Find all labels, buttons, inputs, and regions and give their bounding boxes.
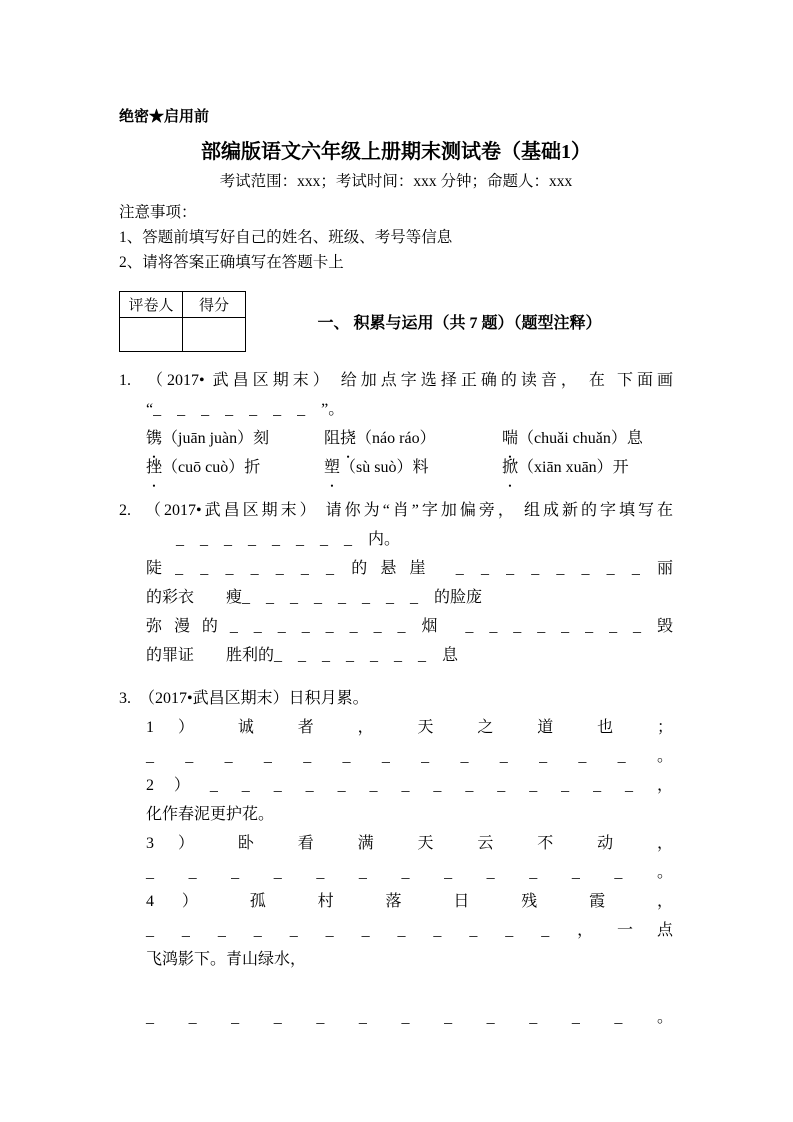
pinyin-text: （xiān xuān）开	[518, 459, 629, 476]
secrecy-label: 绝密★启用前	[119, 109, 210, 125]
pinyin-group-juan	[146, 424, 324, 453]
score-table-cell-score	[183, 318, 246, 352]
question-3-item-4-blank-2: _ _ _ _ _ _ _ _ _ _ _ _ 。	[146, 1009, 673, 1026]
score-table-header-grader: 评卷人	[120, 292, 183, 318]
question-1-options-line-1	[146, 424, 673, 453]
pinyin-text: （náo ráo）	[356, 430, 436, 447]
notice-item-2: 2、请将答案正确填写在答题卡上	[119, 254, 344, 271]
question-3-item-2-blank: 2）_ _ _ _ _ _ _ _ _ _ _ _ _ _ ，	[146, 777, 673, 794]
pinyin-group-cuo	[146, 453, 324, 482]
question-2-fill-line-4: 的罪证 胜利的_ _ _ _ _ _ _ 息	[146, 647, 459, 664]
question-2-prompt: 2. （2017•武昌区期末） 请你为“肖”字加偏旁， 组成新的字填写在	[119, 502, 673, 519]
pinyin-text: （chuǎi chuǎn）息	[518, 430, 643, 447]
section-heading: 一、 积累与运用（共 7 题）（题型注释）	[317, 315, 602, 332]
pinyin-text: （sù suò）料	[340, 459, 429, 476]
question-3-item-2-text: 化作春泥更护花。	[146, 806, 275, 823]
pinyin-group-xian	[502, 453, 680, 482]
question-3-item-4-text: 飞鸿影下。青山绿水，	[146, 951, 307, 968]
question-2-fill-line-3: 弥漫的_ _ _ _ _ _ _ _ 烟 _ _ _ _ _ _ _ _ 毁	[146, 618, 673, 635]
score-table	[119, 291, 246, 352]
notice-title: 注意事项：	[119, 204, 197, 221]
question-3-item-4-blank: _ _ _ _ _ _ _ _ _ _ _ _ ，一点	[146, 922, 673, 939]
score-table-header-score: 得分	[183, 292, 246, 318]
dotted-char: 喘	[502, 430, 519, 447]
score-table-cell-grader	[120, 318, 183, 352]
question-2-blank-line: _ _ _ _ _ _ _ _ 内。	[176, 531, 401, 548]
dotted-char: 镌	[146, 430, 163, 447]
notice-item-1: 1、答题前填写好自己的姓名、班级、考号等信息	[119, 229, 453, 246]
pinyin-text: （juān juàn）刻	[162, 430, 270, 447]
pinyin-text: （cuō cuò）折	[162, 459, 261, 476]
pinyin-group-nao	[324, 424, 502, 453]
question-2-fill-line-1: 陡_ _ _ _ _ _ _ 的悬崖 _ _ _ _ _ _ _ _ 丽	[146, 560, 673, 577]
question-1-options-line-2	[146, 453, 673, 482]
page-title: 部编版语文六年级上册期末测试卷（基础1）	[201, 141, 591, 163]
dotted-char: 挫	[146, 459, 163, 476]
blank-spacer-line	[146, 974, 673, 1003]
dotted-char: 挠	[340, 430, 357, 447]
plain-char: 阻	[324, 430, 341, 447]
exam-info-line: 考试范围：xxx；考试时间：xxx 分钟；命题人：xxx	[219, 173, 573, 190]
question-3-prompt: 3. （2017•武昌区期末）日积月累。	[119, 690, 369, 707]
score-section-row	[119, 291, 673, 352]
score-table-value-row	[120, 318, 246, 352]
question-3-item-3-blank: _ _ _ _ _ _ _ _ _ _ _ _ 。	[146, 864, 673, 881]
question-1-blank-line: “_ _ _ _ _ _ _ ”。	[146, 401, 345, 418]
question-3-item-4: 4 ） 孤 村 落 日 残 霞 ，	[146, 893, 673, 910]
question-3-item-1: 1 ） 诚 者 ， 天 之 道 也 ；	[146, 719, 673, 736]
score-table-header-row	[120, 292, 246, 318]
dotted-char: 塑	[324, 459, 341, 476]
question-3-item-3: 3 ） 卧 看 满 天 云 不 动 ，	[146, 835, 673, 852]
dotted-char: 掀	[502, 459, 519, 476]
question-3	[119, 684, 673, 1032]
question-3-item-1-blank: _ _ _ _ _ _ _ _ _ _ _ _ _ 。	[146, 748, 673, 765]
question-2-fill-line-2: 的彩衣 瘦_ _ _ _ _ _ _ _ 的脸庞	[146, 589, 483, 606]
pinyin-group-su	[324, 453, 502, 482]
question-1-prompt: 1. （2017• 武昌区期末） 给加点字选择正确的读音， 在 下面画	[119, 372, 673, 389]
pinyin-group-chuan	[502, 424, 680, 453]
question-2	[119, 496, 673, 670]
question-1	[119, 366, 673, 482]
